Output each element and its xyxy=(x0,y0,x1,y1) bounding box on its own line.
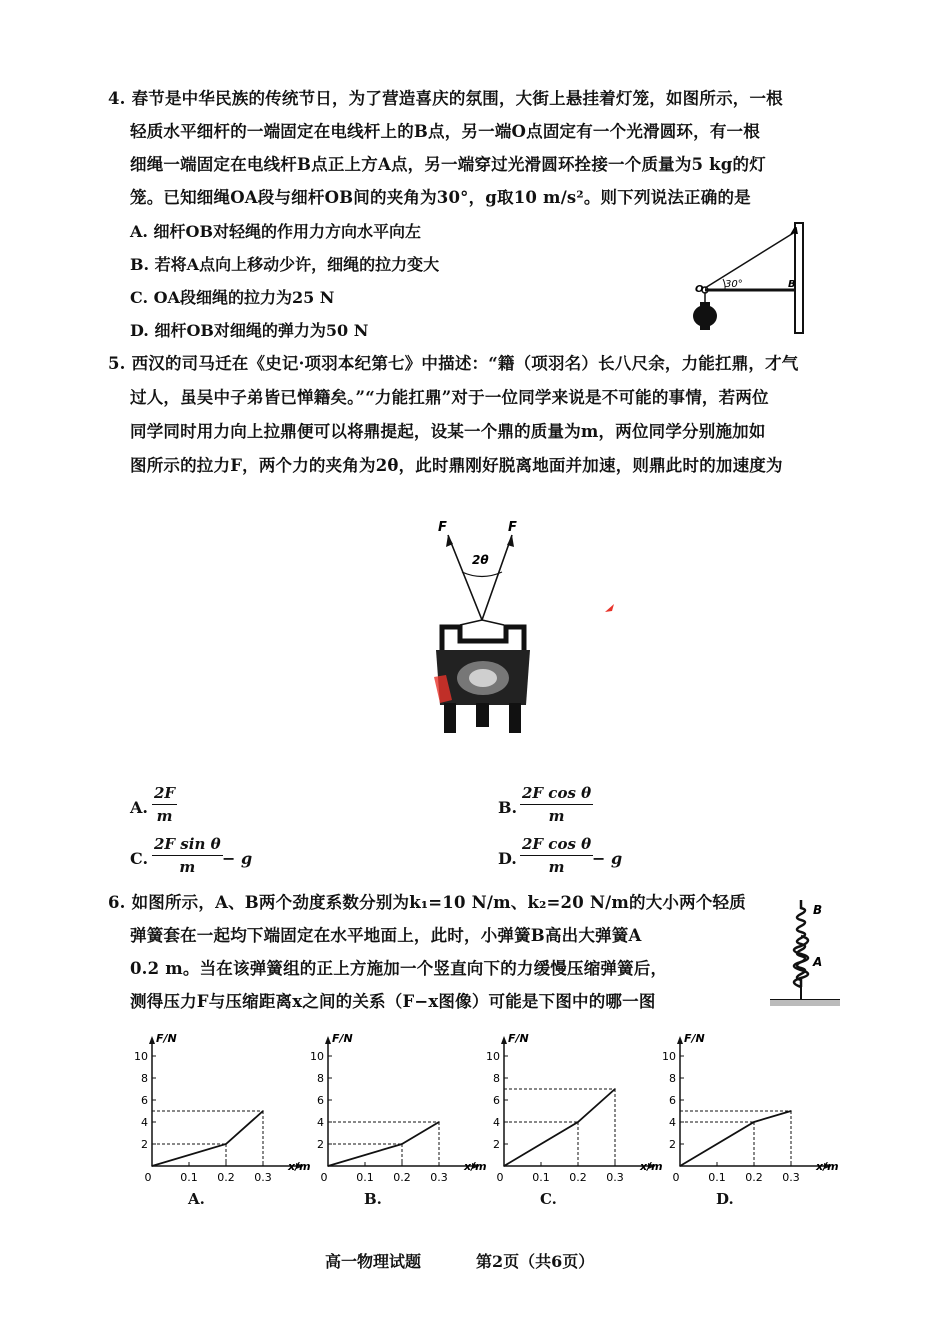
ding-handles xyxy=(442,627,524,650)
x-tick-label: 0.2 xyxy=(393,1171,411,1182)
y-tick-label: 6 xyxy=(141,1094,148,1107)
y-tick-label: 10 xyxy=(134,1050,148,1063)
q5-option-c-label: C. xyxy=(130,849,149,868)
y-tick-label: 4 xyxy=(141,1116,148,1129)
data-point xyxy=(614,1088,616,1090)
ding-leg-left xyxy=(444,703,456,733)
angle-label-30: 30° xyxy=(725,279,743,290)
label-a: A xyxy=(791,226,799,237)
graph-b xyxy=(298,1032,498,1182)
y-tick-label: 8 xyxy=(669,1072,676,1085)
x-tick-label: 0 xyxy=(320,1171,328,1182)
force-right-line xyxy=(482,535,512,620)
graph-a-label: A. xyxy=(188,1190,205,1208)
lantern-icon xyxy=(693,305,717,327)
q5-option-d-denominator: m xyxy=(548,858,565,876)
q6-spring-figure xyxy=(765,892,845,1012)
data-point xyxy=(262,1110,264,1112)
q5-option-b-label: B. xyxy=(498,798,518,817)
graph-c-label: C. xyxy=(540,1190,557,1208)
x-tick-label: 0 xyxy=(672,1171,680,1182)
y-tick-label: 8 xyxy=(317,1072,324,1085)
ding-leg-middle xyxy=(476,703,489,727)
x-tick-label: 0.1 xyxy=(532,1171,550,1182)
x-axis-label: x/m xyxy=(816,1160,839,1173)
data-point xyxy=(327,1165,329,1167)
q5-option-b-numerator: 2F cos θ xyxy=(520,784,593,805)
q5-option-c-denominator: m xyxy=(179,858,196,876)
data-point xyxy=(790,1110,792,1112)
y-axis-arrow xyxy=(501,1036,507,1044)
force-f-left: F xyxy=(438,520,447,535)
q6-line-2: 弹簧套在一起均下端固定在水平地面上，此时，小弹簧B高出大弹簧A xyxy=(130,926,642,945)
force-f-right: F xyxy=(508,520,517,535)
y-tick-label: 6 xyxy=(669,1094,676,1107)
q4-option-c: C. OA段细绳的拉力为25 N xyxy=(130,288,335,307)
graph-c xyxy=(474,1032,674,1182)
label-o: O xyxy=(695,284,704,295)
y-axis-label: F/N xyxy=(332,1032,353,1045)
data-point xyxy=(438,1121,440,1123)
graph-d xyxy=(650,1032,850,1182)
graph-b-label: B. xyxy=(364,1190,382,1208)
q5-option-d-numerator: 2F cos θ xyxy=(520,835,593,856)
y-tick-label: 2 xyxy=(141,1138,148,1151)
red-speck xyxy=(604,602,616,614)
angle-2theta: 2θ xyxy=(472,553,489,567)
y-axis-label: F/N xyxy=(684,1032,705,1045)
x-axis-label: x/m xyxy=(288,1160,311,1173)
x-tick-label: 0.2 xyxy=(745,1171,763,1182)
x-tick-label: 0.2 xyxy=(217,1171,235,1182)
y-tick-label: 10 xyxy=(310,1050,324,1063)
y-axis-arrow xyxy=(149,1036,155,1044)
x-tick-label: 0.3 xyxy=(782,1171,800,1182)
spring-label-b: B xyxy=(813,903,823,917)
x-tick-label: 0.3 xyxy=(606,1171,624,1182)
y-tick-label: 2 xyxy=(669,1138,676,1151)
q5-option-a-label: A. xyxy=(130,798,148,817)
spring-label-a: A xyxy=(813,955,823,969)
data-point xyxy=(401,1143,403,1145)
q5-option-c-tail: − g xyxy=(222,849,253,868)
y-axis-arrow xyxy=(677,1036,683,1044)
q6-line-3: 0.2 m。当在该弹簧组的正上方施加一个竖直向下的力缓慢压缩弹簧后， xyxy=(130,959,668,978)
data-point xyxy=(151,1165,153,1167)
force-compression-line xyxy=(680,1111,791,1166)
data-point xyxy=(679,1165,681,1167)
footer-page-number: 第2页（共6页） xyxy=(476,1252,595,1271)
q4-line-3: 细绳一端固定在电线杆B点正上方A点，另一端穿过光滑圆环拴接一个质量为5 kg的灯 xyxy=(130,155,766,174)
q5-option-c-fraction xyxy=(152,835,223,876)
y-axis-arrow xyxy=(325,1036,331,1044)
rope-oa xyxy=(705,232,795,288)
q5-option-b-fraction xyxy=(520,784,593,825)
force-compression-line xyxy=(152,1111,263,1166)
x-axis-label: x/m xyxy=(464,1160,487,1173)
q5-option-a-denominator: m xyxy=(156,807,173,825)
y-axis-label: F/N xyxy=(156,1032,177,1045)
x-tick-label: 0 xyxy=(144,1171,152,1182)
ding-leg-right xyxy=(509,703,521,733)
data-point xyxy=(577,1121,579,1123)
x-tick-label: 0.3 xyxy=(430,1171,448,1182)
data-point xyxy=(503,1165,505,1167)
q5-line-2: 过人，虽吴中子弟皆已惮籍矣。”“力能扛鼎”对于一位同学来说是不可能的事情，若两位 xyxy=(130,388,769,407)
graph-d-label: D. xyxy=(716,1190,734,1208)
utility-pole xyxy=(795,223,803,333)
q5-option-c-numerator: 2F sin θ xyxy=(152,835,223,856)
x-tick-label: 0.1 xyxy=(356,1171,374,1182)
y-tick-label: 10 xyxy=(662,1050,676,1063)
q5-option-d-tail: − g xyxy=(592,849,623,868)
x-tick-label: 0.3 xyxy=(254,1171,272,1182)
q4-lantern-figure xyxy=(685,218,815,338)
data-point xyxy=(225,1143,227,1145)
q4-line-2: 轻质水平细杆的一端固定在电线杆上的B点，另一端O点固定有一个光滑圆环，有一根 xyxy=(130,122,760,141)
q5-option-a-fraction xyxy=(152,784,177,825)
q4-line-1: 4. 春节是中华民族的传统节日，为了营造喜庆的氛围，大街上悬挂着灯笼，如图所示，一根 xyxy=(108,89,783,108)
x-tick-label: 0.1 xyxy=(708,1171,726,1182)
q5-line-4: 图所示的拉力F，两个力的夹角为2θ，此时鼎刚好脱离地面并加速，则鼎此时的加速度为 xyxy=(130,456,783,475)
x-tick-label: 0 xyxy=(496,1171,504,1182)
y-tick-label: 2 xyxy=(493,1138,500,1151)
x-tick-label: 0.1 xyxy=(180,1171,198,1182)
force-left-line xyxy=(448,535,482,620)
footer-subject: 高一物理试题 xyxy=(325,1252,422,1271)
q6-line-4: 测得压力F与压缩距离x之间的关系（F−x图像）可能是下图中的哪一图 xyxy=(130,992,656,1011)
data-point xyxy=(753,1121,755,1123)
y-tick-label: 2 xyxy=(317,1138,324,1151)
q4-line-4: 笼。已知细绳OA段与细杆OB间的夹角为30°，g取10 m/s²。则下列说法正确的是 xyxy=(130,188,751,207)
q5-option-a-numerator: 2F xyxy=(152,784,177,805)
y-tick-label: 6 xyxy=(317,1094,324,1107)
y-tick-label: 10 xyxy=(486,1050,500,1063)
y-tick-label: 8 xyxy=(141,1072,148,1085)
x-axis-label: x/m xyxy=(640,1160,663,1173)
q5-option-d-fraction xyxy=(520,835,593,876)
q4-option-d: D. 细杆OB对细绳的弹力为50 N xyxy=(130,321,369,340)
q5-option-d-label: D. xyxy=(498,849,517,868)
q5-line-1: 5. 西汉的司马迁在《史记·项羽本纪第七》中描述：“籍（项羽名）长八尺余，力能扛鼎，才气 xyxy=(108,354,799,373)
y-tick-label: 8 xyxy=(493,1072,500,1085)
graph-a xyxy=(122,1032,322,1182)
label-b: B xyxy=(788,279,796,290)
q4-option-a: A. 细杆OB对轻绳的作用力方向水平向左 xyxy=(130,222,422,241)
q4-option-b: B. 若将A点向上移动少许，细绳的拉力变大 xyxy=(130,255,440,274)
y-tick-label: 4 xyxy=(493,1116,500,1129)
force-compression-line xyxy=(504,1089,615,1166)
q5-ding-figure xyxy=(420,515,570,745)
y-tick-label: 4 xyxy=(669,1116,676,1129)
q6-line-1: 6. 如图所示，A、B两个劲度系数分别为k₁=10 N/m、k₂=20 N/m的大小两个轻质 xyxy=(108,893,746,912)
y-tick-label: 4 xyxy=(317,1116,324,1129)
y-tick-label: 6 xyxy=(493,1094,500,1107)
q5-line-3: 同学同时用力向上拉鼎便可以将鼎提起，设某一个鼎的质量为m，两位同学分别施加如 xyxy=(130,422,766,441)
x-tick-label: 0.2 xyxy=(569,1171,587,1182)
q5-option-b-denominator: m xyxy=(548,807,565,825)
y-axis-label: F/N xyxy=(508,1032,529,1045)
